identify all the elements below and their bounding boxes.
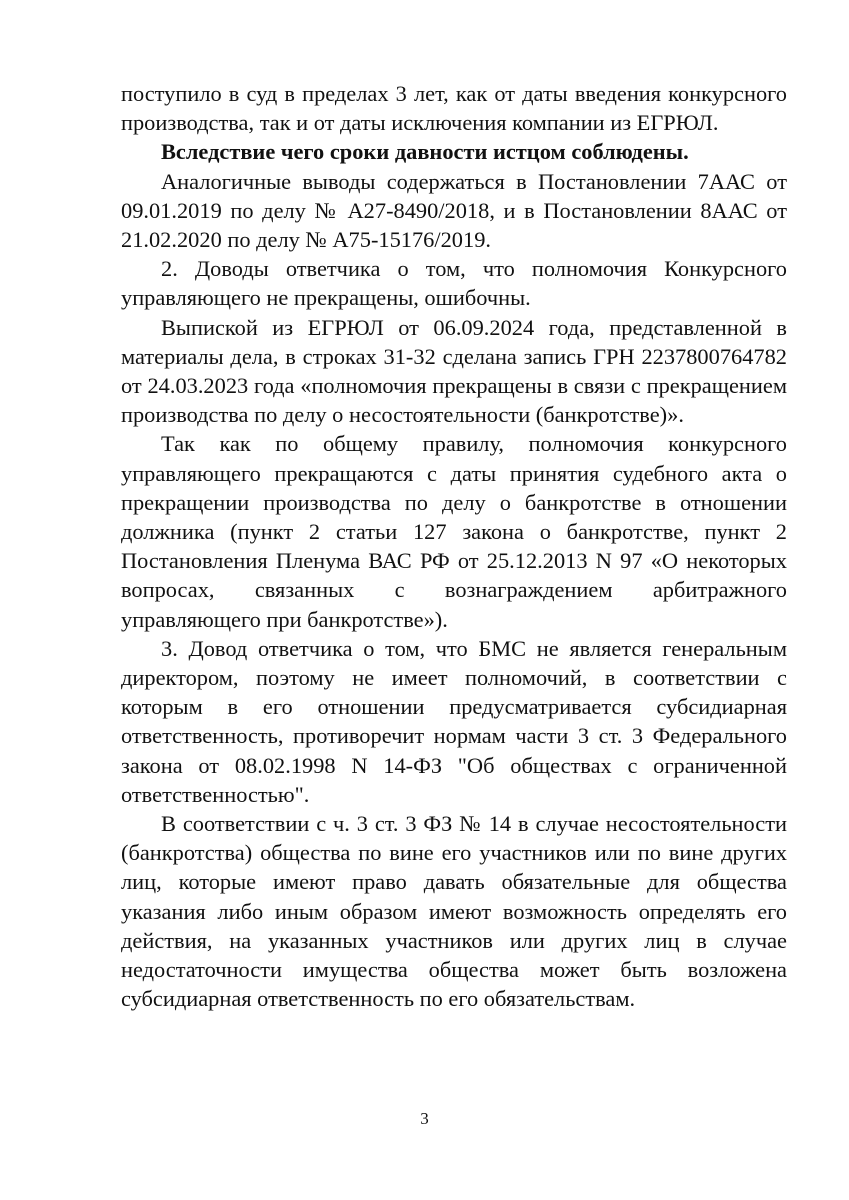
paragraph-similar-rulings: Аналогичные выводы содержаться в Постановлении 7ААС от 09.01.2019 по делу № А27-8490/2018, и в Постановлении 8ААС от 21.02.2020 по делу № А75-15176/2019. [121, 168, 787, 253]
paragraph-law-provision: В соответствии с ч. 3 ст. 3 ФЗ № 14 в случае несостоятельности (банкротства) общества по вине его участников или по вине других лиц, которые имеют право давать обязательные для общества указания либо иным образом имеют возможность определять его действия, на указанных участников или других лиц в случае недостаточности имущества общества может быть возложена субсидиарная ответственность по его обязательствам. [121, 811, 787, 1012]
paragraph-conclusion-bold: Вследствие чего сроки давности истцом соблюдены. [161, 139, 689, 165]
page-number: 3 [420, 1109, 429, 1128]
paragraph-point-3: 3. Довод ответчика о том, что БМС не является генеральным директором, поэтому не имеет полномочий, в соответствии с которым в его отношении предусматривается субсидиарная ответственность, противоречит нормам части 3 ст. 3 Федерального закона от 08.02.1998 N 14-ФЗ "Об обществах с ограниченной ответственностью". [121, 635, 787, 807]
paragraph-egrul-extract: Выпиской из ЕГРЮЛ от 06.09.2024 года, представленной в материалы дела, в строках 31-32 сделана запись ГРН 2237800764782 от 24.03.2023 года «полномочия прекращены в связи с прекращением производства по делу о несостоятельности (банкротстве)». [121, 314, 787, 428]
document-page [121, 79, 787, 1014]
paragraph-general-rule: Так как по общему правилу, полномочия конкурсного управляющего прекращаются с даты принятия судебного акта о прекращении производства по делу о банкротстве в отношении должника (пункт 2 статьи 127 закона о банкротстве, пункт 2 Постановления Пленума ВАС РФ от 25.12.2013 N 97 «О некоторых вопросах, связанных с вознаграждением арбитражного управляющего при банкротстве»). [121, 431, 787, 632]
paragraph-point-2: 2. Доводы ответчика о том, что полномочия Конкурсного управляющего не прекращены, ошибочны. [121, 256, 787, 311]
paragraph-continuation: поступило в суд в пределах 3 лет, как от даты введения конкурсного производства, так и от даты исключения компании из ЕГРЮЛ. [121, 81, 787, 136]
